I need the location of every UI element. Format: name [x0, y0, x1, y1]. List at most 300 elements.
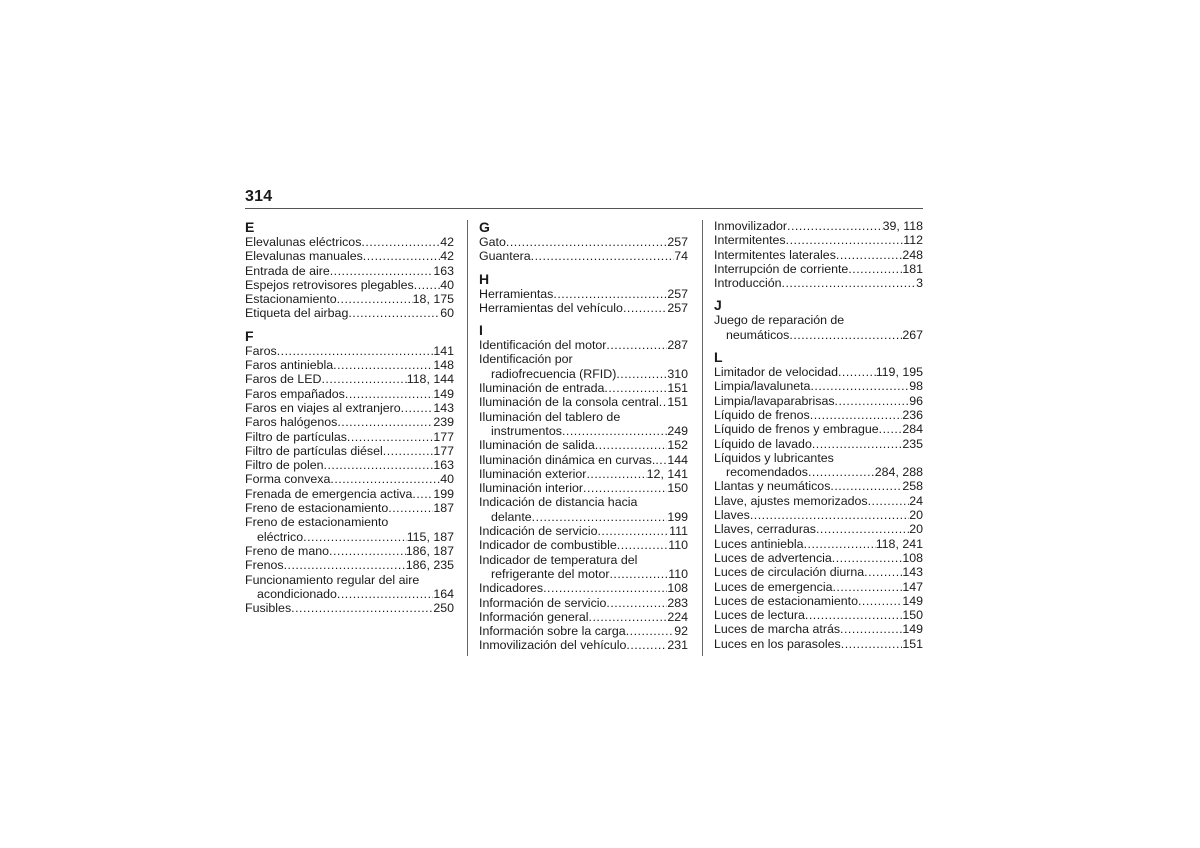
section-letter: J: [714, 297, 722, 314]
leader-dots: [655, 453, 667, 467]
entry-pages: 74: [674, 249, 688, 264]
leader-dots: [810, 379, 909, 393]
leader-dots: [337, 292, 413, 306]
leader-dots: [841, 637, 903, 651]
leader-dots: [606, 338, 667, 352]
index-entry: [714, 622, 923, 636]
index-entry: [714, 313, 923, 342]
entry-pages: 24: [909, 493, 923, 508]
entry-name: Información de servicio: [479, 595, 607, 610]
leader-dots: [604, 381, 667, 395]
entry-pages: 164: [433, 586, 454, 601]
leader-dots: [805, 608, 902, 622]
index-entry: [479, 395, 688, 409]
leader-dots: [868, 494, 910, 508]
entry-pages: 186, 187: [405, 543, 454, 558]
index-entry: [714, 422, 923, 436]
entry-name: Líquido de lavado: [714, 436, 812, 451]
entry-pages: 250: [433, 601, 454, 616]
index-entry: [714, 608, 923, 622]
leader-dots: [830, 479, 902, 493]
index-entry: [245, 358, 454, 372]
entry-name: Freno de estacionamiento: [245, 515, 389, 530]
index-entry: [245, 292, 454, 306]
page-number: 314: [245, 188, 273, 205]
entry-pages: 98: [909, 379, 923, 394]
entry-name: Iluminación del tablero de: [479, 409, 621, 424]
column-divider-1: [467, 220, 468, 656]
entry-name: Faros en viajes al extranjero: [245, 400, 401, 415]
entry-name: Llaves: [714, 508, 750, 523]
entry-pages: 3: [916, 276, 923, 291]
entry-pages: 40: [440, 472, 454, 487]
entry-name: Espejos retrovisores plegables: [245, 277, 414, 292]
leader-dots: [553, 287, 667, 301]
entry-pages: 108: [667, 581, 688, 596]
index-entry: [714, 408, 923, 422]
index-entry: [479, 495, 688, 524]
index-entry: [714, 276, 923, 290]
entry-pages: 236: [902, 407, 923, 422]
entry-name: Luces antiniebla: [714, 536, 804, 551]
index-entry: [245, 501, 454, 515]
entry-name: Indicadores: [479, 581, 544, 596]
leader-dots: [595, 438, 668, 452]
leader-dots: [879, 422, 903, 436]
index-entry: [479, 581, 688, 595]
entry-pages: 110: [668, 566, 688, 581]
entry-pages: 235: [902, 436, 923, 451]
entry-name: Interrupción de corriente: [714, 261, 849, 276]
entry-name: Freno de estacionamiento: [245, 501, 389, 516]
index-entry: [479, 410, 688, 439]
index-entry: [714, 479, 923, 493]
entry-pages: 150: [902, 608, 923, 623]
leader-dots: [531, 249, 675, 263]
entry-pages: 163: [433, 263, 454, 278]
index-entry: [714, 394, 923, 408]
entry-pages: 231: [667, 638, 688, 653]
entry-name: Información sobre la carga: [479, 624, 626, 639]
index-entry: [479, 338, 688, 352]
entry-name: Guantera: [479, 249, 531, 264]
entry-name: Intermitentes laterales: [714, 247, 836, 262]
index-entry: [479, 467, 688, 481]
index-entry: [245, 278, 454, 292]
entry-name: Elevalunas manuales: [245, 249, 363, 264]
entry-name: Luces en los parasoles: [714, 636, 841, 651]
section-letter: E: [245, 219, 255, 235]
index-entry: [479, 453, 688, 467]
entry-pages: 239: [433, 415, 454, 430]
leader-dots: [414, 278, 440, 292]
index-entry: [245, 487, 454, 501]
entry-name: Introducción: [714, 276, 782, 291]
leader-dots: [789, 328, 902, 342]
index-entry: [479, 249, 688, 263]
entry-pages: 287: [667, 338, 688, 353]
index-entry: [714, 437, 923, 451]
entry-pages: 224: [667, 609, 688, 624]
index-entry: [245, 387, 454, 401]
leader-dots: [616, 367, 667, 381]
leader-dots: [347, 430, 433, 444]
leader-dots: [812, 437, 902, 451]
section-letter: H: [479, 270, 490, 287]
entry-pages: 283: [667, 595, 688, 610]
index-entry: [714, 537, 923, 551]
entry-pages: 144: [667, 452, 688, 467]
index-entry: [245, 344, 454, 358]
entry-name: Identificación por: [479, 352, 573, 367]
index-entry: [245, 415, 454, 429]
index-entry: [245, 264, 454, 278]
index-entry: [245, 472, 454, 486]
leader-dots: [626, 638, 667, 652]
leader-dots: [617, 538, 668, 552]
entry-pages: 39, 118: [882, 219, 923, 233]
index-entry: [245, 558, 454, 572]
leader-dots: [832, 551, 903, 565]
leader-dots: [835, 394, 910, 408]
entry-pages: 143: [433, 400, 454, 415]
leader-dots: [589, 610, 668, 624]
entry-pages: 149: [902, 593, 923, 608]
index-entry: [245, 601, 454, 615]
entry-name: Iluminación de entrada: [479, 381, 605, 396]
leader-dots: [836, 248, 902, 262]
entry-pages: 258: [902, 479, 923, 494]
leader-dots: [786, 233, 904, 247]
index-entry: [714, 233, 923, 247]
index-entry: [245, 401, 454, 415]
entry-pages: 115, 187: [406, 529, 454, 544]
index-entry: [714, 248, 923, 262]
entry-name: Inmovilizador: [714, 219, 787, 233]
index-entry: [479, 524, 688, 538]
entry-pages: 152: [667, 438, 688, 453]
leader-dots: [277, 344, 434, 358]
leader-dots: [330, 472, 440, 486]
entry-continuation: recomendados: [726, 465, 808, 480]
entry-name: Filtro de partículas diésel: [245, 443, 383, 458]
entry-pages: 310: [667, 366, 688, 381]
entry-name: Filtro de polen: [245, 458, 324, 473]
index-entry: [245, 372, 454, 386]
entry-name: Indicador de combustible: [479, 538, 617, 553]
entry-pages: 149: [902, 622, 923, 637]
leader-dots: [361, 235, 440, 249]
leader-dots: [864, 565, 902, 579]
index-entry: [479, 287, 688, 301]
index-entry: [245, 573, 454, 602]
leader-dots: [804, 537, 876, 551]
entry-name: Filtro de partículas: [245, 429, 347, 444]
leader-dots: [543, 581, 667, 595]
entry-continuation: radiofrecuencia (RFID): [491, 366, 617, 381]
leader-dots: [659, 395, 668, 409]
entry-pages: 119, 195: [875, 365, 923, 380]
entry-pages: 181: [902, 261, 923, 276]
column-divider-2: [702, 220, 703, 656]
leader-dots: [816, 522, 909, 536]
entry-continuation: refrigerante del motor: [491, 566, 610, 581]
entry-pages: 186, 235: [405, 558, 454, 573]
entry-name: Estacionamiento: [245, 292, 337, 307]
entry-name: Iluminación de la consola central: [479, 395, 659, 410]
leader-dots: [626, 624, 675, 638]
index-entry: [479, 596, 688, 610]
leader-dots: [606, 596, 667, 610]
entry-pages: 40: [440, 277, 454, 292]
index-entry: [714, 580, 923, 594]
entry-pages: 20: [909, 508, 923, 523]
entry-pages: 12, 141: [646, 466, 688, 481]
entry-name: Funcionamiento regular del aire: [245, 572, 420, 587]
entry-pages: 249: [667, 423, 688, 438]
entry-pages: 111: [669, 524, 688, 539]
leader-dots: [412, 487, 433, 501]
index-entry: [714, 637, 923, 651]
entry-name: Faros empañados: [245, 386, 345, 401]
entry-pages: 187: [433, 501, 454, 516]
index-entry: [714, 565, 923, 579]
index-entry: [479, 538, 688, 552]
leader-dots: [840, 622, 902, 636]
entry-name: Fusibles: [245, 601, 292, 616]
index-entry: [245, 515, 454, 544]
entry-pages: 257: [667, 300, 688, 315]
entry-name: Limitador de velocidad: [714, 365, 838, 380]
entry-pages: 143: [902, 565, 923, 580]
entry-name: Luces de circulación diurna: [714, 565, 865, 580]
entry-name: Líquido de frenos y embrague: [714, 422, 879, 437]
entry-name: Indicación de servicio: [479, 524, 598, 539]
entry-name: Elevalunas eléctricos: [245, 235, 362, 249]
leader-dots: [291, 601, 433, 615]
section-letter: L: [714, 349, 723, 366]
leader-dots: [532, 510, 668, 524]
entry-name: Indicador de temperatura del: [479, 552, 638, 567]
entry-name: Indicación de distancia hacia: [479, 495, 638, 510]
entry-pages: 284, 288: [874, 465, 923, 480]
entry-pages: 163: [433, 458, 454, 473]
leader-dots: [329, 544, 406, 558]
entry-pages: 42: [440, 235, 454, 249]
leader-dots: [333, 358, 433, 372]
section-letter: I: [479, 322, 483, 339]
index-entry: [479, 553, 688, 582]
leader-dots: [832, 580, 902, 594]
leader-dots: [506, 235, 667, 249]
index-entry: [245, 235, 454, 249]
entry-pages: 151: [902, 636, 923, 651]
index-entry: [714, 262, 923, 276]
entry-name: Limpia/lavaparabrisas: [714, 393, 835, 408]
entry-pages: 42: [440, 249, 454, 264]
index-entry: [245, 444, 454, 458]
entry-pages: 96: [909, 393, 923, 408]
index-entry: [714, 379, 923, 393]
entry-pages: 118, 144: [406, 372, 454, 387]
entry-name: Etiqueta del airbag: [245, 306, 349, 321]
leader-dots: [303, 530, 407, 544]
index-entry: [714, 451, 923, 480]
entry-name: Herramientas: [479, 286, 554, 301]
index-entry: [714, 522, 923, 536]
index-entry: [479, 638, 688, 652]
entry-pages: 112: [903, 233, 923, 248]
leader-dots: [858, 594, 902, 608]
entry-name: Herramientas del vehículo: [479, 300, 623, 315]
entry-pages: 141: [433, 343, 454, 358]
entry-name: Faros de LED: [245, 372, 322, 387]
entry-name: Líquido de frenos: [714, 407, 810, 422]
entry-name: Llantas y neumáticos: [714, 479, 831, 494]
leader-dots: [337, 415, 433, 429]
index-entry: [245, 249, 454, 263]
index-entry: [714, 508, 923, 522]
leader-dots: [324, 458, 434, 472]
entry-continuation: eléctrico: [257, 529, 304, 544]
index-entry: [479, 481, 688, 495]
leader-dots: [782, 276, 917, 290]
entry-pages: 149: [433, 386, 454, 401]
leader-dots: [808, 465, 875, 479]
leader-dots: [750, 508, 909, 522]
index-entry: [245, 306, 454, 320]
entry-name: Luces de advertencia: [714, 550, 832, 565]
entry-name: Iluminación interior: [479, 481, 583, 496]
entry-name: Frenada de emergencia activa: [245, 486, 413, 501]
entry-pages: 60: [440, 306, 454, 321]
index-entry: [714, 551, 923, 565]
leader-dots: [321, 372, 406, 386]
index-entry: [479, 610, 688, 624]
entry-name: Iluminación de salida: [479, 438, 595, 453]
entry-pages: 110: [668, 538, 688, 553]
entry-pages: 248: [902, 247, 923, 262]
entry-continuation: neumáticos: [726, 327, 790, 342]
entry-name: Frenos: [245, 558, 284, 573]
index-entry: [479, 352, 688, 381]
entry-name: Luces de estacionamiento: [714, 593, 858, 608]
index-entry: [714, 594, 923, 608]
entry-name: Identificación del motor: [479, 338, 607, 353]
entry-name: Llave, ajustes memorizados: [714, 493, 868, 508]
leader-dots: [586, 467, 646, 481]
entry-pages: 118, 241: [875, 536, 923, 551]
index-column-1: [245, 219, 454, 615]
leader-dots: [848, 262, 902, 276]
entry-name: Freno de mano: [245, 543, 330, 558]
entry-name: Faros: [245, 343, 277, 358]
entry-name: Iluminación dinámica en curvas.: [479, 452, 656, 467]
section-letter: G: [479, 219, 490, 235]
leader-dots: [348, 306, 440, 320]
index-entry: [714, 365, 923, 379]
leader-dots: [284, 558, 406, 572]
leader-dots: [401, 401, 434, 415]
entry-continuation: acondicionado: [257, 586, 337, 601]
leader-dots: [562, 424, 667, 438]
entry-name: Luces de lectura: [714, 608, 805, 623]
leader-dots: [330, 264, 434, 278]
leader-dots: [388, 501, 433, 515]
index-entry: [479, 438, 688, 452]
entry-pages: 92: [674, 624, 688, 639]
index-column-3: [714, 219, 923, 651]
entry-pages: 18, 175: [412, 292, 454, 307]
index-entry: [479, 624, 688, 638]
entry-pages: 108: [902, 550, 923, 565]
index-entry: [479, 381, 688, 395]
entry-name: Gato: [479, 235, 506, 249]
entry-pages: 148: [433, 358, 454, 373]
entry-name: Información general: [479, 609, 589, 624]
index-entry: [479, 301, 688, 315]
entry-name: Intermitentes: [714, 233, 786, 248]
entry-name: Faros antiniebla: [245, 358, 334, 373]
entry-name: Iluminación exterior: [479, 466, 587, 481]
entry-pages: 257: [667, 286, 688, 301]
leader-dots: [838, 365, 876, 379]
entry-pages: 199: [667, 509, 688, 524]
entry-pages: 150: [667, 481, 688, 496]
entry-name: Juego de reparación de: [714, 313, 845, 328]
leader-dots: [583, 481, 667, 495]
entry-name: Entrada de aire: [245, 263, 330, 278]
entry-continuation: instrumentos: [491, 423, 562, 438]
entry-pages: 147: [902, 579, 923, 594]
entry-pages: 199: [433, 486, 454, 501]
entry-pages: 284: [902, 422, 923, 437]
header-rule: [245, 208, 923, 209]
index-column-2: [479, 219, 688, 653]
entry-pages: 177: [433, 429, 454, 444]
entry-name: Llaves, cerraduras: [714, 522, 816, 537]
entry-name: Forma convexa: [245, 472, 331, 487]
leader-dots: [810, 408, 903, 422]
entry-pages: 151: [667, 381, 688, 396]
leader-dots: [623, 301, 667, 315]
leader-dots: [787, 219, 883, 233]
entry-name: Inmovilización del vehículo: [479, 638, 627, 653]
entry-pages: 267: [902, 327, 923, 342]
leader-dots: [345, 387, 433, 401]
entry-name: Limpia/lavaluneta: [714, 379, 811, 394]
leader-dots: [363, 249, 440, 263]
leader-dots: [597, 524, 669, 538]
index-entry: [714, 219, 923, 233]
entry-continuation: delante: [491, 509, 532, 524]
entry-name: Faros halógenos: [245, 415, 338, 430]
index-entry: [714, 494, 923, 508]
leader-dots: [337, 587, 433, 601]
entry-pages: 257: [667, 235, 688, 249]
entry-pages: 20: [909, 522, 923, 537]
entry-pages: 177: [433, 443, 454, 458]
section-letter: F: [245, 327, 254, 344]
entry-name: Líquidos y lubricantes: [714, 450, 834, 465]
index-entry: [245, 458, 454, 472]
leader-dots: [609, 567, 668, 581]
entry-pages: 151: [667, 395, 688, 410]
index-entry: [479, 235, 688, 249]
leader-dots: [383, 444, 434, 458]
index-entry: [245, 430, 454, 444]
entry-name: Luces de marcha atrás: [714, 622, 841, 637]
